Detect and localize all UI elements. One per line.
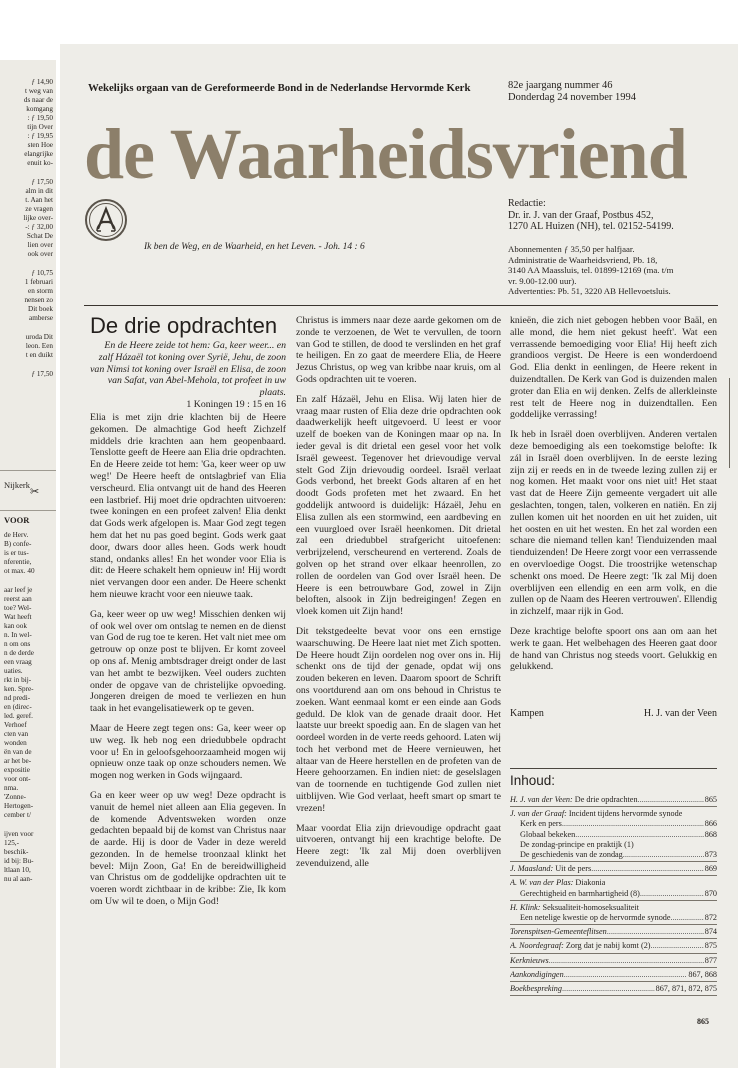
strip-nijkerk: Nijkerk xyxy=(4,480,30,490)
masthead-subtitle: Wekelijks orgaan van de Gereformeerde Bond in de Nederlandse Hervormde Kerk xyxy=(88,82,471,94)
toc-title xyxy=(510,903,639,913)
article-paragraph: Deze krachtige belofte spoort ons aan om aan het werk te gaan. Het welbehagen des Heeren gaat door de hand van Christus nog steeds voort. Gelukkig en gelukkend. xyxy=(510,625,717,673)
toc-text: Zorg dat je nabij komt (2) xyxy=(563,941,651,951)
toc-entry xyxy=(510,809,717,862)
intro-text: En de Heere zeide tot hem: Ga, keer weer... en zalf Házaël tot koning over Syrië, Jehu, de zoon van Nimsi tot koning over Israël en Elisa, de zoon van Safat, van Abel-Mehola, tot profeet in uw plaats. xyxy=(90,340,286,399)
article-paragraph: Maar de Heere zegt tegen ons: Ga, keer weer op uw weg. Ik heb nog een driedubbele opdracht voor u! En in geloofsgehoorzaamheid mogen wij opnieuw onze taak op onze schouders nemen. We mogen nog werken in Gods wijngaard. xyxy=(90,722,286,782)
issue-info xyxy=(508,80,636,104)
toc-row xyxy=(510,956,717,966)
strip-block-b xyxy=(0,178,53,259)
toc-page: 868 xyxy=(704,829,717,839)
text-line: amberse xyxy=(29,314,53,322)
toc-title xyxy=(510,864,591,874)
toc-entry xyxy=(510,795,717,807)
article-paragraph: Christus is immers naar deze aarde gekomen om de zonde te verzoenen, de Wet te vervullen, de toorn van God te stillen, de dood te verslinden en het graf te heiligen. En zo gaat de meerdere Elia, de Heere Jezus Christus, op weg van kribbe naar kruis, om al Gods opdrachten uit te voeren. xyxy=(296,315,501,385)
text-line: 'Zonne- xyxy=(4,793,27,801)
text-line: ƒ 10,75 xyxy=(31,269,53,277)
toc-page: 874 xyxy=(704,927,717,937)
text-line: voor ont- xyxy=(4,775,31,783)
toc-author: Aankondigingen xyxy=(510,969,564,979)
toc-entry xyxy=(510,878,717,900)
toc-text: Uit de pers xyxy=(553,864,592,874)
toc-entry xyxy=(510,941,717,953)
text-line: komgang xyxy=(26,105,53,113)
text-line: nu al aan- xyxy=(4,875,33,883)
toc-page: 877 xyxy=(704,955,717,965)
toc-text: Een netelige kwestie op de hervormde synode xyxy=(520,913,671,923)
text-line: B) confe- xyxy=(4,540,32,548)
publication-title: de Waarheidsvriend xyxy=(84,114,687,194)
text-line: t en duikt xyxy=(25,351,53,359)
text-line: Abonnementen ƒ 35,50 per halfjaar. xyxy=(508,244,635,254)
text-line: ƒ 14,90 xyxy=(31,78,53,86)
toc-author: A. W. van der Plas: xyxy=(510,878,574,888)
toc-text: De geschiedenis van de zondag xyxy=(520,850,623,860)
text-line: : ƒ 19,95 xyxy=(27,132,53,140)
toc-title xyxy=(510,956,549,966)
masthead-divider xyxy=(84,305,718,306)
text-line: n. In wel- xyxy=(4,631,32,639)
toc-leader xyxy=(623,850,704,860)
issue-date: Donderdag 24 november 1994 xyxy=(508,92,637,103)
article-paragraph: Ga, keer weer op uw weg! Misschien denken wij of ook wel over om ontslag te nemen en de dienst van God de rug toe te keren. Het valt niet mee om getrouw op onze post te blijven. Er komt zoveel op ons af. Menig ambtsdrager dreigt onder de last van het ambt te bezwijken. Veel ouders zuchten onder de opgave van de christelijke opvoeding. Jongeren dreigen de moed te verliezen en hun taak in het evangelisatiewerk op te geven. xyxy=(90,608,286,715)
strip-coupon-line xyxy=(729,378,732,468)
toc-text: De drie opdrachten xyxy=(572,795,638,804)
scissors-icon: ✂ xyxy=(30,486,40,498)
text-line: leon. Een xyxy=(25,342,53,350)
contents-divider xyxy=(510,768,717,769)
text-line: enuit ko- xyxy=(27,159,53,167)
text-line: Advertenties: Pb. 51, 3220 AB Hellevoetsluis. xyxy=(508,286,671,297)
article-column-3 xyxy=(510,315,717,681)
strip-voor-heading: VOOR xyxy=(4,515,30,525)
toc-text: Kerk en pers xyxy=(520,819,562,829)
article-paragraph: Ga en keer weer op uw weg! Deze opdracht is vanuit de hemel niet alleen aan Elia gegeven. In de komende Adventsweken worden onze gedachten bepaald bij de komst van Christus naar de aarde. Hij is door de Vader in deze wereld gezonden. In de hemelse troonzaal klinkt het bevel: Mijn Zoon, Ga! En de bereidwilligheid van Christus om de goddelijke opdrachten uit te voeren wordt zichtbaar in de kribbe: Zie, Ik kom om Uw wil te doen, o Mijn God! xyxy=(90,789,286,908)
toc-text: Seksualiteit-homoseksualiteit xyxy=(540,902,639,912)
toc-leader xyxy=(562,984,655,994)
article-signature xyxy=(510,708,717,719)
article-paragraph: Maar voordat Elia zijn drievoudige opdracht gaat uitvoeren, ontvangt hij een krachtige belofte. De Heere zegt: 'Ik zal Mij doen overblijven zevenduizend, alle xyxy=(296,822,501,870)
toc-row xyxy=(510,850,717,860)
text-line: n om ons xyxy=(4,640,31,648)
toc-row xyxy=(510,830,717,840)
toc-title xyxy=(510,795,638,805)
text-line: expositie xyxy=(4,766,30,774)
text-line: ds naar de xyxy=(23,96,53,104)
article-column-1 xyxy=(90,412,286,916)
toc-title xyxy=(520,889,640,899)
toc-row xyxy=(510,941,717,951)
toc-leader xyxy=(638,795,704,805)
toc-title xyxy=(520,850,623,860)
text-line: : ƒ 19,50 xyxy=(27,114,53,122)
toc-page: 873 xyxy=(704,850,717,860)
text-line: elangrijke xyxy=(24,150,53,158)
toc-author: Boekbespreking xyxy=(510,984,562,994)
toc-row xyxy=(510,903,717,913)
strip-block-g xyxy=(0,830,53,884)
toc-page: 867, 871, 872, 875 xyxy=(655,984,717,994)
text-line: 3140 AA Maassluis, tel. 01899-12169 (ma. t/m xyxy=(508,265,674,276)
article-headline: De drie opdrachten xyxy=(90,313,278,338)
text-line: 1 februari xyxy=(24,278,53,286)
toc-text: Diakonia xyxy=(573,878,606,888)
toc-entry xyxy=(510,984,717,996)
toc-author: J. van der Graaf: xyxy=(510,809,567,819)
toc-leader xyxy=(549,956,704,966)
toc-entry xyxy=(510,864,717,876)
toc-author: Kerknieuws xyxy=(510,955,549,965)
text-line: uroda Dit xyxy=(25,333,53,341)
strip-block-a xyxy=(0,78,53,168)
text-line: n de derde xyxy=(4,649,34,657)
text-line: Schat De xyxy=(26,232,53,240)
toc-row xyxy=(510,889,717,899)
toc-text: De zondag-principe en praktijk (1) xyxy=(520,839,634,849)
text-line: tijn Over xyxy=(27,123,53,131)
toc-title xyxy=(510,927,607,937)
text-line: id bij: Bu- xyxy=(4,857,34,865)
text-line: ook over xyxy=(27,250,53,258)
text-line: cember t/ xyxy=(4,811,31,819)
strip-cut-rule xyxy=(0,470,56,471)
redactie-lines xyxy=(508,210,674,233)
text-line: nensen zo xyxy=(24,296,53,304)
toc-author: A. Noordegraaf: xyxy=(510,941,564,951)
text-line: en (direc- xyxy=(4,703,32,711)
signature-author: H. J. van der Veen xyxy=(643,708,717,719)
article-intro-quote xyxy=(90,340,286,411)
toc-page: 870 xyxy=(704,888,717,898)
text-line: lijke over- xyxy=(23,214,53,222)
toc-author: H. J. van der Veen: xyxy=(510,795,573,804)
toc-page: 866 xyxy=(704,819,717,829)
toc-title xyxy=(520,913,671,923)
text-line: de Herv. xyxy=(4,531,29,539)
toc-author: Torenspitsen-Gemeenteflitsen xyxy=(510,927,607,937)
text-line: cten van xyxy=(4,730,29,738)
toc-title xyxy=(520,819,562,829)
text-line: vr. 9.00-12.00 uur). xyxy=(508,275,577,286)
text-line: en storm xyxy=(28,287,53,295)
text-line: ken. Spre- xyxy=(4,685,34,693)
text-line: reerst aan xyxy=(4,595,32,603)
text-line: Dit boek xyxy=(28,305,53,313)
text-line: t weg van xyxy=(25,87,53,95)
page-number: 865 xyxy=(697,1017,709,1026)
toc-page: 869 xyxy=(704,864,717,874)
text-line: nma. xyxy=(4,784,19,792)
toc-row xyxy=(510,809,717,819)
issue-number: 82e jaargang nummer 46 xyxy=(508,80,613,91)
toc-title xyxy=(510,878,605,888)
text-line: ijven voor xyxy=(4,830,34,838)
toc-text: Incident tijdens hervormde synode xyxy=(566,809,683,819)
text-line: Dr. ir. J. van der Graaf, Postbus 452, xyxy=(508,209,654,221)
masthead-motto: Ik ben de Weg, en de Waarheid, en het Leven. - Joh. 14 : 6 xyxy=(144,242,365,252)
text-line: ltlaan 10, xyxy=(4,866,31,874)
strip-block-c xyxy=(0,269,53,323)
toc-page: 872 xyxy=(704,913,717,923)
text-line: 1270 AL Huizen (NH), tel. 02152-54199. xyxy=(508,221,674,232)
toc-page: 875 xyxy=(704,941,717,951)
text-line: Hertogen- xyxy=(4,802,34,810)
text-line: een vraag xyxy=(4,658,32,666)
contents-title: Inhoud: xyxy=(510,773,556,788)
toc-row xyxy=(510,864,717,874)
toc-entry xyxy=(510,956,717,968)
left-page-edge-strip xyxy=(0,60,56,1068)
alpha-omega-logo-icon xyxy=(84,198,128,242)
text-line: lien over xyxy=(27,241,53,249)
text-line: wonden xyxy=(4,739,27,747)
text-line: toe? Wel- xyxy=(4,604,32,612)
strip-rule-lower xyxy=(0,510,56,511)
toc-page: 867, 868 xyxy=(688,969,717,979)
subscription-info xyxy=(508,244,673,297)
text-line: ot max. 40 xyxy=(4,567,35,575)
text-line: beschik- xyxy=(4,848,29,856)
text-line: -: ƒ 32,00 xyxy=(25,223,53,231)
article-paragraph: Dit tekstgedeelte bevat voor ons een ernstige waarschuwing. De Heere laat niet met Zich spotten. De Heere houdt Zijn oordelen nog over ons in. Hij schenkt ons de tijd der genade, opdat wij ons zouden bekeren en leven. Daarom spoort de Schrift ons voortdurend aan om ons behoud in Christus te zoeken. Want eenmaal komt er een einde aan Gods geduld. De klok van de genade draait door. Het laatste uur breekt spoedig aan. En de slagen van het oordeel worden in de verte reeds gehoord. Laten wij toch het verbond met de Heere vernieuwen, het altaar van de Heere herstellen en de profeten van de Heere gehoorzamen. En indien niet: de geselslagen van de toornende en tuchtigende God zullen niet uitblijven. Wie God verlaat, heeft smart op smart te vrezen! xyxy=(296,625,501,814)
article-paragraph: knieën, die zich niet gebogen hebben voor Baäl, en alle mond, die hem niet gekust heeft'. Wat een verrassende bemoediging voor Elia! Hij heeft zich grandioos vergist. De Heere is een wonderdoend God. Elia denkt in eenlingen, de Heere rekent in duizendtallen. De Kerk van God is duizenden malen groter dan Elia en wij denken. Zelfs de allerkleinste rest telt de Heere nog in duizendtallen. Een goddelijke verrassing! xyxy=(510,315,717,421)
text-line: Verhoef xyxy=(4,721,27,729)
toc-page: 865 xyxy=(704,795,717,804)
text-line: uaties. xyxy=(4,667,23,675)
toc-entry xyxy=(510,970,717,982)
toc-text: Gerechtigheid en barmhartigheid (8) xyxy=(520,888,640,898)
text-line: kan ook xyxy=(4,622,27,630)
toc-leader xyxy=(564,970,688,980)
toc-row xyxy=(510,795,717,805)
text-line: nferentie, xyxy=(4,558,32,566)
toc-leader xyxy=(575,830,703,840)
strip-block-d xyxy=(0,333,53,360)
editorial-address xyxy=(508,198,674,233)
text-line: ƒ 17,50 xyxy=(31,178,53,186)
toc-title xyxy=(520,840,634,850)
text-line: Wat heeft xyxy=(4,613,32,621)
text-line: rkt in bij- xyxy=(4,676,32,684)
table-of-contents xyxy=(510,795,717,998)
toc-author: H. Klink: xyxy=(510,902,541,912)
toc-row xyxy=(510,819,717,829)
toc-title xyxy=(510,941,651,951)
text-line: ar het be- xyxy=(4,757,32,765)
toc-leader xyxy=(651,941,704,951)
toc-row xyxy=(510,984,717,994)
toc-row xyxy=(510,913,717,923)
text-line: is er tus- xyxy=(4,549,29,557)
article-paragraph: En zalf Házaël, Jehu en Elisa. Wij laten hier de vraag maar rusten of Elia deze drie opdrachten ook daadwerkelijk heeft uitgevoerd. U leest er voor uzelf de boeken van de Koningen maar op na. In ieder geval is dit drietal een gesel voor het volk Israël geweest. Tegenover het drievoudige verval stelt God Zijn drievoudig oordeel. Israël verlaat Gods verbond, het breekt Gods altaren af en het doodt Gods profeten met het zwaard. En het goddelijk antwoord is duidelijk: Házaël, Jehu en Elisa zullen als een stormwind, een aardbeving en een vuurgloed over Israël heenkomen. Dit drietal zal een driedubbel strafgericht uitoefenen: verbrijzelend, verscheurend en verterend. Zoals de golven op het strand over elkaar heenrollen, zo rollen de oordelen van God over Israël heen. De Heere is een betrouwbare God, zowel in Zijn beloften, alsook in Zijn bedreigingen! Zegen en vloek komen uit Zijn hand! xyxy=(296,393,501,618)
intro-reference: 1 Koningen 19 : 15 en 16 xyxy=(186,398,286,410)
text-line: aar leef je xyxy=(4,586,33,594)
toc-row xyxy=(510,927,717,937)
toc-title xyxy=(510,984,562,994)
toc-title xyxy=(510,809,682,819)
text-line: Administratie de Waarheidsvriend, Pb. 18, xyxy=(508,254,658,265)
toc-entry xyxy=(510,927,717,939)
text-line: sten Hoe xyxy=(27,141,53,149)
redactie-label: Redactie: xyxy=(508,198,546,209)
toc-text: Globaal bekeken xyxy=(520,829,576,839)
strip-block-f xyxy=(0,586,53,820)
toc-leader xyxy=(671,913,704,923)
toc-entry xyxy=(510,903,717,925)
article-paragraph: Elia is met zijn drie klachten bij de Heere gekomen. De almachtige God heeft Zichzelf middels drie krachten aan hem geopenbaard. Tenslotte geeft de Heere aan Elia drie opdrachten. En de Heere zeide tot hem: 'Ga, keer weer op uw weg!' De Heere heeft de ontslagbrief van Elia verscheurd. Elia ontvangt uit de hand des Heeren een lastbrief. Hij moet drie opdrachten uitvoeren: twee koningen en een profeet zalven! Elia denkt dat Gods werk afgelopen is. Maar God zegt tegen hem dat het nu pas goed begint. Gods werk gaat door, dwars door alles heen. Gods werk houdt stand, ondanks alles! En het wonder voor Elia is dit: de Heere schakelt hem opnieuw in! Hij wordt niet vervangen door een ander. De Heere schenkt hem nieuwe kracht voor een nieuwe taak. xyxy=(90,412,286,600)
article-paragraph: Ik heb in Israël doen overblijven. Anderen vertalen deze bemoediging als een toekomstige belofte: Ik zál in Israël doen overblijven. In de eerste lezing zijn zij er reeds en in de tweede lezing zullen zij er nog komen. Het maakt voor ons niet uit! Het staat vast dat de Heere Zijn gemeente vergadert uit alle geslachten, tongen, talen, volkeren en natiën. En zij zullen komen uit het noorden en uit het zuiden, uit het oosten en uit het westen. En het zal worden een schare die niemand tellen kan! Tienduizenden maal tienduizenden! De Heere zorgt voor een verrassende en overvloedige Oogst. Die troostrijke wetenschap schenkt ons moed. De Heere zegt: 'Ik zal Mij doen overblijven een ellendig en een arm volk, en die zullen op de Naam des Heeren vertrouwen'. Ellendig in zichzelf, maar rijk in God. xyxy=(510,429,717,618)
strip-price-last: ƒ 17,50 xyxy=(31,370,53,378)
toc-row xyxy=(510,878,717,888)
toc-title xyxy=(510,970,564,980)
text-line: led. geref. xyxy=(4,712,33,720)
toc-author: J. Maasland: xyxy=(510,864,554,874)
article-column-2 xyxy=(296,315,501,878)
signature-place: Kampen xyxy=(510,708,544,719)
text-line: ën van de xyxy=(4,748,32,756)
text-line: nd predi- xyxy=(4,694,31,702)
toc-row xyxy=(510,840,717,850)
toc-leader xyxy=(640,889,704,899)
text-line: ze vragen xyxy=(25,205,53,213)
toc-title xyxy=(520,830,575,840)
toc-leader xyxy=(607,927,704,937)
text-line: 125,- xyxy=(4,839,19,847)
toc-row xyxy=(510,970,717,980)
strip-block-e xyxy=(0,531,53,576)
text-line: alm in dit xyxy=(25,187,53,195)
toc-leader xyxy=(591,864,704,874)
toc-leader xyxy=(562,819,704,829)
text-line: t. Aan het xyxy=(25,196,53,204)
